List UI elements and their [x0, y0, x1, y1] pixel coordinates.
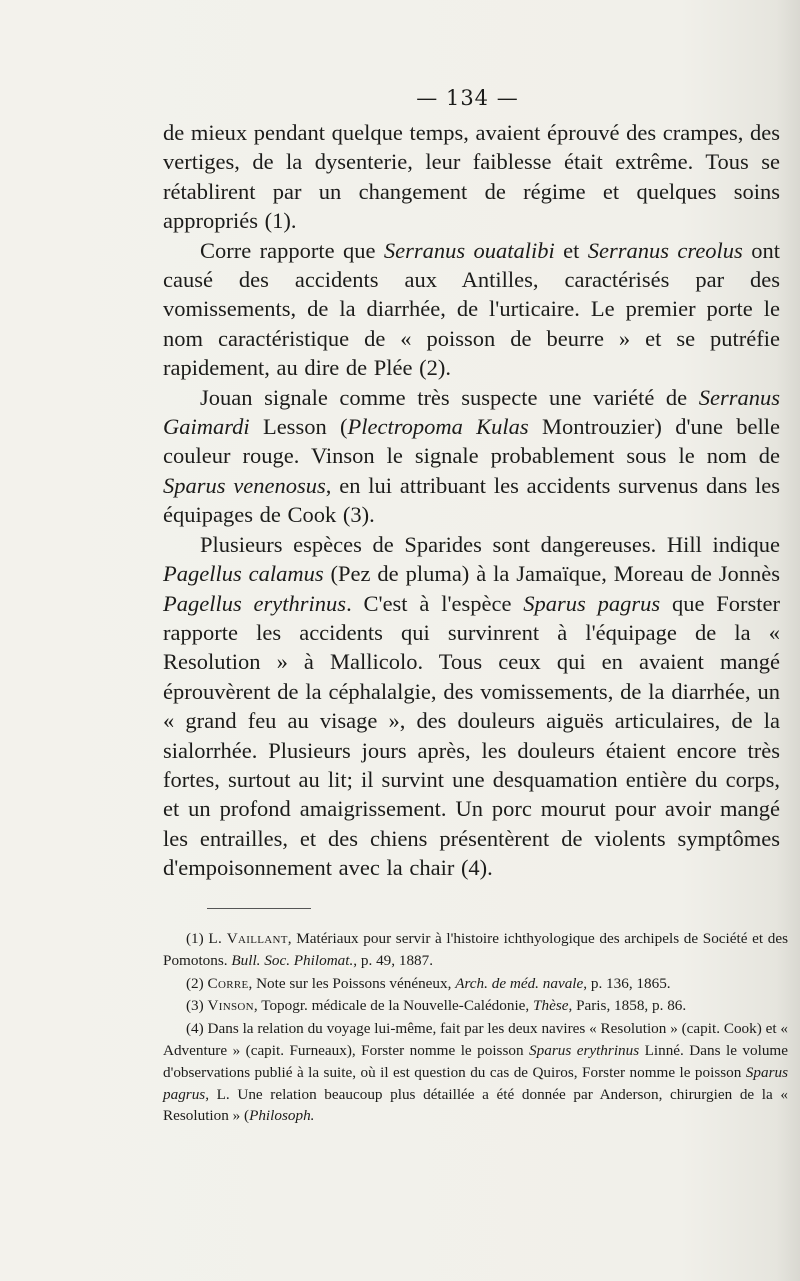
- footnote-4: [163, 1018, 788, 1127]
- main-text: [163, 118, 780, 883]
- footnote-4-species-2: Sparus pagrus: [163, 1063, 788, 1103]
- footnote-4-journal: Philosoph.: [249, 1107, 315, 1125]
- footnote-1-text-1: , Matériaux pour servir à l'histoire ichthyologique des archipels de Société et des Pomotons.: [163, 930, 788, 969]
- paragraph-4-text-3: . C'est à l'espèce: [346, 590, 524, 616]
- footnote-4-species-1: Sparus erythrinus: [529, 1041, 640, 1059]
- paragraph-2-text-1: Corre rapporte que: [200, 237, 384, 263]
- paragraph-3: [163, 383, 780, 530]
- page-number: — 134 —: [416, 86, 519, 110]
- footnote-2-journal: Arch. de méd. navale: [455, 974, 584, 992]
- species-sparus-pagrus: Sparus pagrus: [523, 590, 661, 616]
- footnote-1-number: (1): [186, 930, 209, 947]
- footnote-2: [163, 973, 788, 995]
- footnote-4-text-3: , L. Une relation beaucoup plus détaillée a été donnée par Anderson, chirurgien de la « Resolution » (: [163, 1085, 788, 1125]
- paragraph-4-text-1: Plusieurs espèces de Sparides sont dangereuses. Hill indique: [200, 531, 780, 557]
- paragraph-4-text-2: (Pez de pluma) à la Jamaïque, Moreau de Jonnès: [323, 561, 780, 587]
- paragraph-2-text-2: et: [554, 237, 588, 263]
- footnote-1: [163, 928, 788, 972]
- species-pagellus-calamus: Pagellus calamus: [163, 561, 324, 587]
- footnote-2-text-2: , p. 136, 1865.: [583, 974, 671, 992]
- paragraph-2: [163, 236, 780, 383]
- footnote-divider: [207, 908, 311, 909]
- footnote-3-text-1: , Topogr. médicale de la Nouvelle-Calédonie,: [253, 997, 534, 1015]
- footnote-1-journal: Bull. Soc. Philomat.: [231, 951, 354, 969]
- paragraph-4: [163, 530, 780, 883]
- footnote-3-text-2: , Paris, 1858, p. 86.: [568, 997, 687, 1015]
- paragraph-3-text-2: Lesson (: [249, 414, 348, 440]
- paragraph-2-text-3: ont causé des accidents aux Antilles, caractérisés par des vomissements, de la diarrhée, de l'urticaire. Le premier porte le nom caractéristique de « poisson de beurre » et se putréfie rapidement, au dire de Plée (2).: [163, 237, 780, 381]
- footnote-4-text-2: Linné. Dans le volume d'observations publié à la suite, où il est question du cas de Quiros, Forster nomme le poisson: [163, 1041, 788, 1081]
- footnote-2-number: (2): [186, 974, 208, 992]
- species-pagellus-erythrinus: Pagellus erythrinus: [163, 590, 347, 616]
- footnote-3-author: Vinson: [207, 997, 254, 1015]
- species-serranus-ouatalibi: Serranus ouatalibi: [383, 237, 555, 263]
- footnote-3-number: (3): [186, 997, 208, 1015]
- species-serranus-gaimardi: Serranus Gaimardi: [163, 384, 780, 440]
- footnote-1-text-2: , p. 49, 1887.: [353, 951, 434, 969]
- species-sparus-venenosus: Sparus venenosus: [163, 472, 326, 498]
- footnote-2-text-1: , Note sur les Poissons vénéneux,: [248, 974, 456, 992]
- footnotes: [163, 928, 788, 1128]
- paragraph-3-text-3: Montrouzier) d'une belle couleur rouge. Vinson le signale probablement sous le nom de: [163, 414, 780, 469]
- footnote-1-author: L. Vaillant: [208, 930, 288, 947]
- footnote-2-author: Corre: [207, 974, 249, 992]
- paragraph-1: de mieux pendant quelque temps, avaient éprouvé des crampes, des vertiges, de la dysenterie, leur faiblesse était extrême. Tous se rétablirent par un changement de régime et quelques soins appropriés (1).: [163, 120, 780, 234]
- paragraph-4-text-4: que Forster rapporte les accidents qui survinrent à l'équipage de la « Resolution » à Mallicolo. Tous ceux qui en avaient mangé éprouvèrent de la céphalalgie, des vomissements, de la diarrhée, un « grand feu au visage », des douleurs aiguës articulaires, de la sialorrhée. Plusieurs jours après, les douleurs étaient encore très fortes, surtout au lit; il survint une desquamation entière du corps, et un profond amaigrissement. Un porc mourut pour avoir mangé les entrailles, et des chiens présentèrent de violents symptômes d'empoisonnement avec la chair (4).: [163, 590, 781, 881]
- footnote-3-title: Thèse: [533, 997, 569, 1015]
- footnote-3: [163, 995, 788, 1017]
- paragraph-3-text-4: , en lui attribuant les accidents survenus dans les équipages de Cook (3).: [163, 472, 781, 528]
- footnote-4-text-1: Dans la relation du voyage lui-même, fait par les deux navires « Resolution » (capit. Cook) et « Adventure » (capit. Furneaux), Forster nomme le poisson: [163, 1020, 788, 1059]
- footnote-4-number: (4): [186, 1020, 208, 1038]
- species-serranus-creolus: Serranus creolus: [587, 237, 743, 263]
- species-plectropoma-kulas: Plectropoma Kulas: [347, 414, 529, 440]
- paragraph-3-text-1: Jouan signale comme très suspecte une variété de: [200, 384, 699, 410]
